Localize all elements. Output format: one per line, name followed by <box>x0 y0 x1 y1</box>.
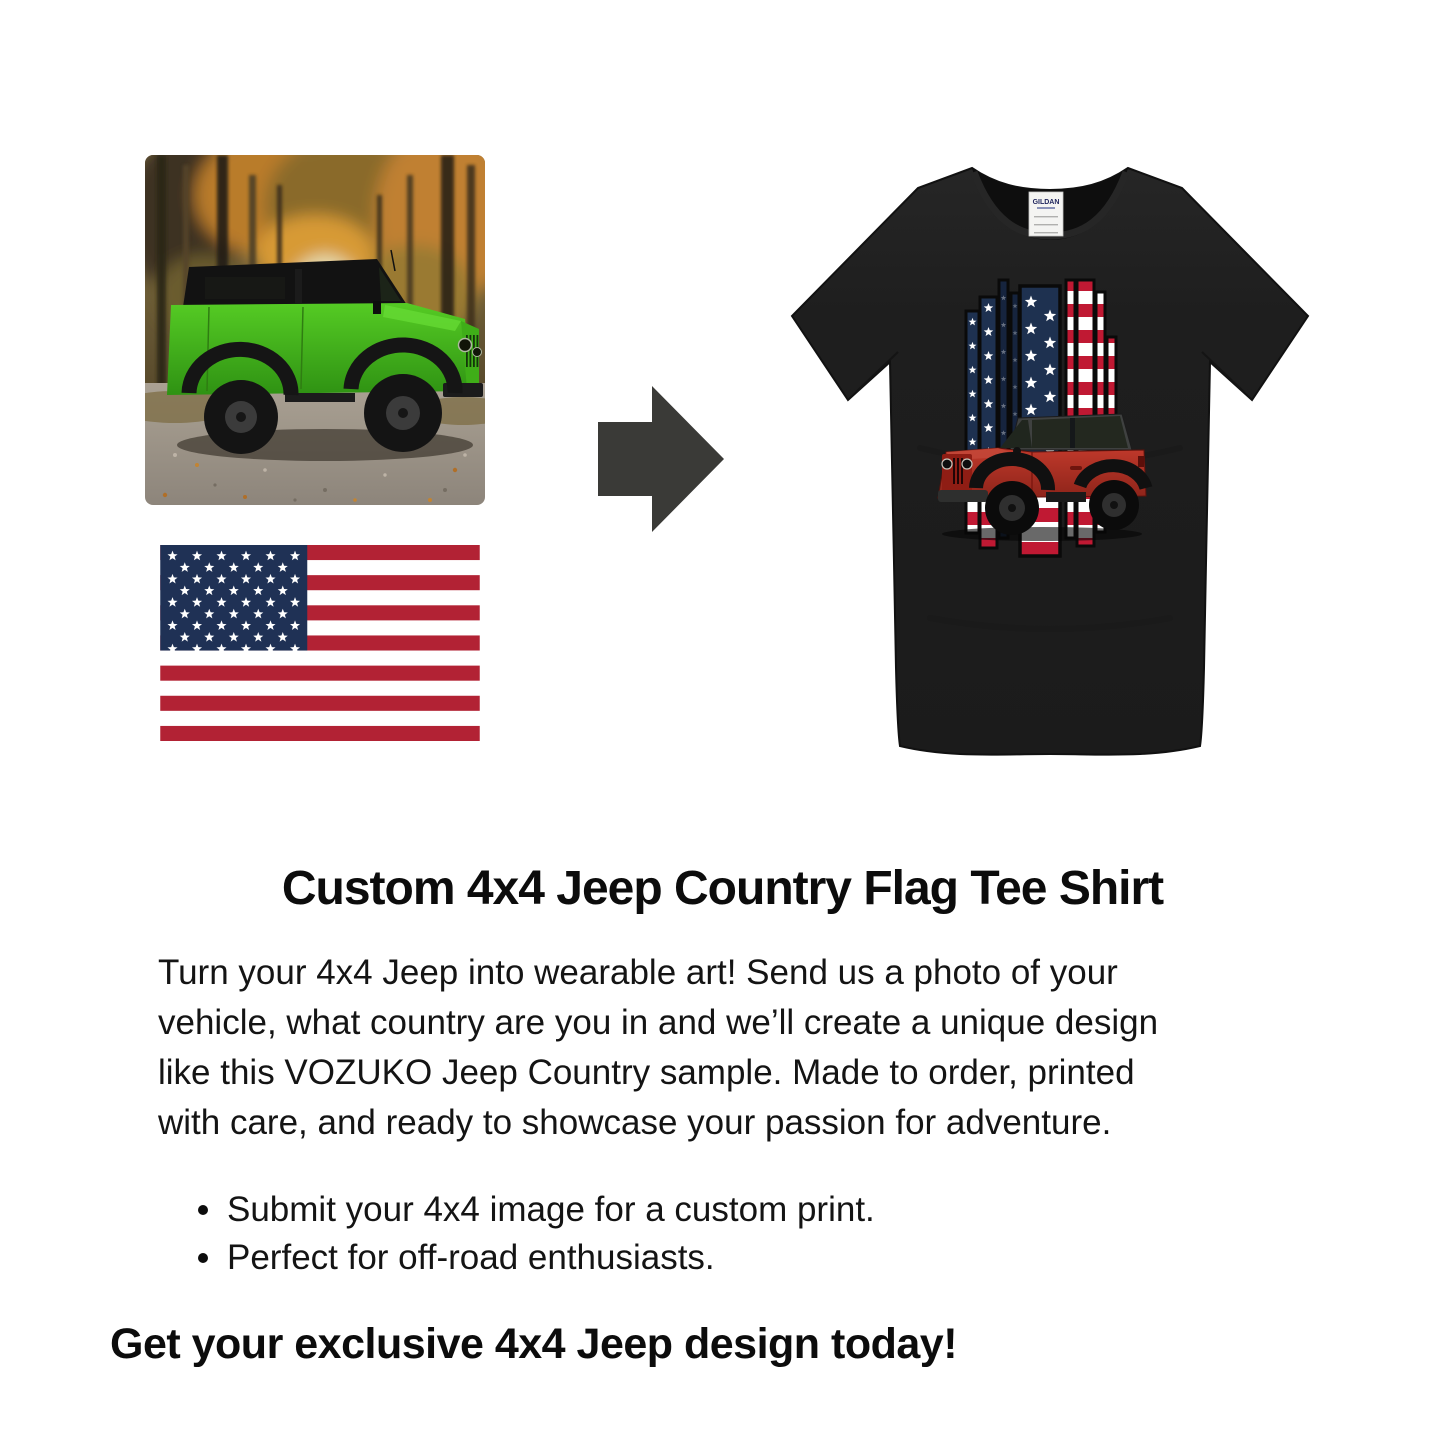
description-line: vehicle, what country are you in and we’ll create a unique design <box>158 1003 1159 1042</box>
tshirt-mockup <box>770 148 1330 788</box>
product-title: Custom 4x4 Jeep Country Flag Tee Shirt <box>281 862 1164 915</box>
cta-text: Get your exclusive 4x4 Jeep design today! <box>110 1320 958 1368</box>
description-line: with care, and ready to showcase your passion for adventure. <box>158 1103 1112 1142</box>
jeep-photo <box>145 155 485 505</box>
feature-list <box>196 1186 875 1282</box>
right-arrow-icon <box>598 386 724 532</box>
feature-item: Submit your 4x4 image for a custom print. <box>196 1186 875 1234</box>
description-line: Turn your 4x4 Jeep into wearable art! Send us a photo of your <box>158 953 1118 992</box>
gildan-tag <box>1029 192 1063 236</box>
feature-item: Perfect for off-road enthusiasts. <box>196 1234 875 1282</box>
jeep-photo-illustration <box>145 155 485 505</box>
product-description <box>158 948 1158 1148</box>
us-flag <box>160 545 480 741</box>
us-flag-image <box>160 545 480 741</box>
brand-label: GILDAN <box>1032 199 1060 206</box>
description-line: like this VOZUKO Jeep Country sample. Made to order, printed <box>158 1053 1135 1092</box>
